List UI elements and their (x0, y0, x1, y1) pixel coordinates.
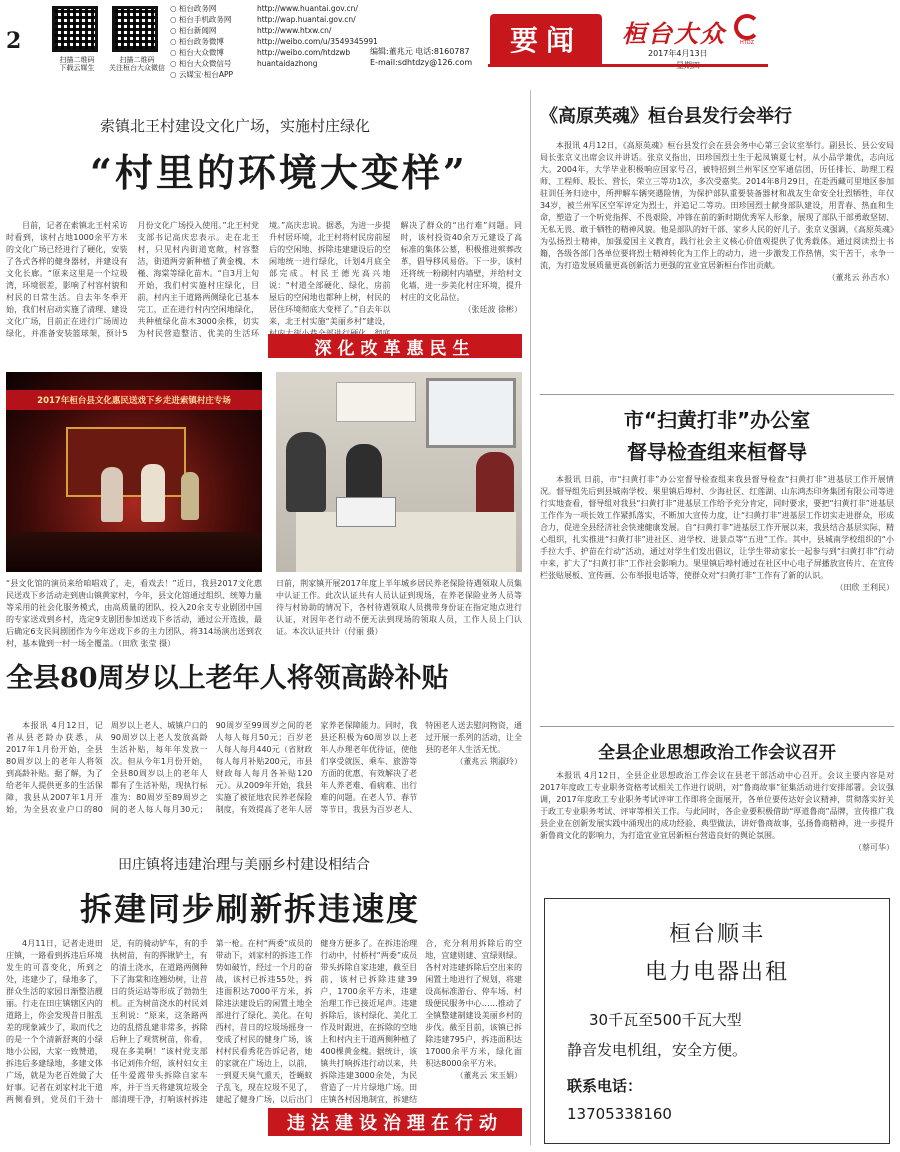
column-divider (530, 90, 531, 1145)
office-window (426, 378, 516, 448)
side3-text: 本报讯 4月12日，全县企业思想政治工作会议在县老干部活动中心召开。会议主要内容是对2017年度政工专业职务资格考试相关工作进行说明，对“鲁商故事”征集活动进行安排部署。会议强调，2017年度政工专业职务考试评审工作即将全面展开，各单位要传达好会议精神，贯彻落实好关于政工专业职务考试、评审等相关工作。与此同时，各企业要积极借助“厚道鲁商”品牌，宣传推广我县企业在创新发展实践中涌现出的成功经验、典型做法，讲好鲁商故事，弘扬鲁商精神，进一步提升新鲁商文化的影响力，为打造宜业宜居新桓台营造良好的舆论氛围。 (540, 771, 894, 840)
site-list-item[interactable] (170, 69, 370, 80)
ad-box (544, 898, 890, 1144)
side1-text: 本报讯 4月12日，《高原英魂》桓台县发行会在县会务中心第三会议室举行。副县长、县公安局局长张京义出席会议并讲话。张京义指出，田珍国烈士生于起凤镇夏七村，从小品学兼优，志向远大。2004年，大学毕业积极响应国家号召，被特招到兰州军区空军通信团，历任排长、助理工程师、工程师、股长、营长，荣立三等功1次，多次受嘉奖。2014年8月29日，在赴西藏可里地区参加驻训任务归途中，所押解车辆突遇险情，为保护部队重要装备器材和战友生命安全壮烈牺牲，年仅34岁，被兰州军区空军评定为烈士，并追记二等功。田珍国烈士献身部队建设，用青春、热血和生命，塑造了一个听党指挥、不畏艰险，冲锋在前的新时期优秀军人形象，展现了部队干部勇敢坚韧、无私无畏、敢于牺牲的精神风貌。他是部队的好干部、家乡人民的好儿子。张京义强调，《高原英魂》为弘扬烈士精神，加强爱国主义教育，践行社会主义核心价值观提供了优秀载体。通过阅读烈士书籍，各级各部门各单位要将烈士精神转化为工作上的动力，进一步激发工作热情，实干苦干，永争一流，为打造发展质量更高创新活力更强的宜业宜居新桓台作出贡献。 (540, 141, 894, 270)
office-wall-sign (336, 382, 416, 422)
ad-title-2: 电力电器出租 (644, 960, 789, 985)
photo-opera-stage (6, 372, 262, 572)
article2-text: 本报讯 4月12日，记者从县老龄办获悉，从2017年1月份开始，全县80周岁以上的老年人将领到高龄补贴。据了解，为了给老年人提供更多的生活保障，我县从2007年1月开始，为全县农业户口的80周岁以上老人、城镇户口的90周岁以上老人发放高龄生活补贴，每年年发放一次。但从今年1月份开始，全县80周岁以上的老年人都有了生活补贴，现执行标准为：80周岁至89周岁之间的老人每人每月30元；90周岁至99周岁之间的老人每人每月50元；百岁老人每人每月440元（省财政每人每月补贴200元，市县财政每人每月各补贴120元）。从2009年开始，我县实施了被征地农民养老保险制度，有效提高了老年人居家养老保障能力。同时，我县还积极为60周岁以上老年人办理老年优待证，使他们享受就医、乘车、旅游等方面的优惠，有效解决了老年人养老难、看病难、出行难的问题。在老人节、春节等节日，我县为百岁老人、特困老人送去慰问物资，通过开展一系列的活动，让全县的老年人生活无忧。 (6, 721, 522, 814)
side-rule-1 (540, 394, 894, 395)
side2-headline-2: 督导检查组来桓督导 (627, 440, 807, 464)
bullet-icon: ○ (170, 70, 179, 79)
side2-byline: （田欣 王利民） (835, 583, 894, 592)
side3-byline: （蔡可华） (854, 843, 894, 852)
side3-body (540, 770, 894, 886)
side1-headline: 《高原英魂》桓台县发行会举行 (540, 106, 792, 127)
side2-headline-1: 市“扫黄打非”办公室 (623, 408, 811, 432)
article2-body (6, 720, 522, 828)
article3-byline: （董兆云 宋玉娟） (455, 1071, 522, 1080)
audience (6, 532, 262, 572)
paper-logo-icon (734, 14, 760, 40)
side2-body (540, 474, 894, 720)
section-label: 要闻 (509, 24, 582, 57)
performer-2 (141, 464, 165, 522)
issue-date: 2017年4月13日 (648, 49, 708, 58)
masthead (0, 0, 900, 79)
side3-headline: 全县企业思想政治工作会议召开 (598, 743, 836, 763)
site-list (170, 3, 378, 80)
site-name: 桓台大众微信号 (178, 59, 232, 68)
site-url[interactable]: http://weibo.com/u/3549345991 (256, 37, 378, 46)
masthead-rule (488, 64, 768, 67)
office-desk (296, 512, 516, 572)
illegal-banner-text: 违法建设治理在行动 (287, 1113, 503, 1134)
performer-1 (101, 467, 123, 522)
site-list-item[interactable] (170, 25, 370, 36)
article1-headline: “村里的环境大变样” (90, 150, 468, 195)
side2-text: 本报讯 日前，市“扫黄打非”办公室督导检查组来我县督导检查“扫黄打非”进基层工作开展情况。督导组先后到县城南学校、果里镇后埠村、少海社区、红莲湖、山东鸿杰印务集团有限公司等进行实地查看，督导组对我县“扫黄打非”进基层工作给予充分肯定，同时要求，要把“扫黄打非”进基层工作作为一项长效工作紧抓落实，不断加大宣传力度，让“扫黄打非”进基层工作切实走进群众，形成合力，促进全县经济社会快速健康发展。自“扫黄打非”进基层工作开展以来，我县结合基层实际，精心组织，扎实推进“扫黄打非”进社区、进学校、进景点等“五进”工作。其中，县城南学校组织的“小手拉大手、护苗在行动”活动，通过对学生们发出倡议，让学生带动家长一起参与到“扫黄打非”行动中来，扩大了“扫黄打非”工作社会影响力。果里镇后埠村通过在社区中心电子屏播放宣传片、在宣传栏张贴展板、宣传画、公布举报电话等，使群众对“扫黄打非”工作有了新的认识。 (540, 475, 894, 580)
stage-banner-text: 2017年桓台县文化惠民送戏下乡走进索镇村庄专场 (37, 396, 231, 406)
qr-code-app[interactable] (52, 6, 98, 52)
ad-title-1: 桓台顺丰 (668, 922, 765, 947)
article2-byline: （董兆云 荆淑玲） (455, 757, 522, 766)
site-name: 云媒宝·桓台APP (178, 70, 233, 79)
photo1-caption: “县文化馆的演员来给咱唱戏了，走，看戏去！”近日，我县2017文化惠民送戏下乡活动走到唐山镇黄家村，今年，县文化馆通过组织、统筹力量等采用的社会化服务模式，由高质量的团队，投入20余支专业剧团中国的专家送戏到乡村，选定9支剧团参加送戏下乡活动，通过公开选拔，最后确定6支民间剧团作为今年送戏下乡的主力团队，将314场演出送到农村，基本做到一村一场全覆盖。（田欣 张莹 摄） (6, 579, 262, 648)
stage-banner (6, 390, 262, 410)
section-label-box (490, 14, 602, 64)
ad-desc-1: 30千瓦至500千瓦大型 (589, 1011, 742, 1029)
ad-phone[interactable]: 13705338160 (567, 1105, 672, 1123)
ad-phone-label: 联系电话： (567, 1077, 643, 1095)
site-list-item[interactable] (170, 3, 370, 14)
bullet-icon: ○ (170, 26, 179, 35)
article3-headline: 拆建同步刷新拆违速度 (80, 890, 421, 928)
article1-byline: （张廷波 徐彬） (463, 305, 522, 314)
site-list-item[interactable] (170, 47, 370, 58)
ad-desc-2: 静音发电机组，安全方便。 (567, 1041, 748, 1059)
editor-info: 编辑:董兆元 电话:8160787 (370, 47, 470, 56)
site-url[interactable]: http://weibo.com/htdzwb (256, 48, 351, 57)
photo-office-certification (276, 372, 522, 572)
side1-body (540, 140, 894, 388)
article3-text: 4月11日，记者走进田庄镇，一路看到拆违后环境发生的可喜变化，所到之处，违建少了，绿地多了，群众生活的家园日渐整洁靓丽。行走在田庄镇辖区内的道路上，你会发现昔日脏乱差的现象减少了，取而代之的是一个个清新舒爽的小绿地小公园，大家一致赞道，拆违后多建绿地，多建文体广场，就是为老百姓做了大好事。记者在刘家村北干道两侧看到，党员们干劲十足，有的骑动铲车，有的手执树苗，有的挥锹铲土，有的清土浇水，在道路两侧种下了海棠和连翘幼树，让昔日的货运站等形成了勃勃生机。正为树苗浇水的村民刘玉利说：“原来，这条路两边的乱搭乱建非常多，拆除后种上了观赏树苗，你看，现在多美啊！”该村党支部书记刘伟介绍，该村妇女主任牛爱霞带头拆除自家车库，并于当天将建筑垃圾全部清理干净，打响该村拆违第一枪。在村“两委”成员的带动下，刘家村的拆违工作势如破竹，经过一个月的奋战，该村已拆违55处，拆违面积达7000平方米，拆除违法建设后的闲置土地全部进行了绿化、美化。在旬西村，昔日的垃圾场摇身一变成了村民的健身广场，该村村民看秀花告诉记者，她的家就在广场边上，以前，一到夏天臭气熏天，苍蝇蚊子乱飞，现在垃圾不见了，建起了健身广场，以后出门健身方便多了。在拆违治理行动中，付桥村“两委”成员带头拆除自家违建，截至目前，该村已拆除违建39户，1700余平方米，违建治理工作已接近尾声。违建拆除后，该村绿化、美化工作及时跟进，在拆除的空地上和村内主干道两侧种植了400棵黄金槐。据统计，该镇共打响拆违行动以来，共拆除违建3000余处，为民营造了一片片绿地广场。田庄镇各村因地制宜，拆建结合，充分利用拆除后的空地，宜建则建、宜绿则绿。各村对违建拆除后空出来的闲置土地进行了规划，将建设高标准游台、停车场、村级便民服务中心……推动了全镇整建制建设美丽乡村的步伐。截至目前，该镇已拆除违建795户，拆违面积达17000余平方米，绿化面积达8000余平方米。 (6, 939, 522, 1104)
bullet-icon: ○ (170, 15, 179, 24)
side-rule-2 (540, 726, 894, 727)
paper-name: 桓台大众 (622, 19, 726, 48)
reform-banner (268, 334, 522, 358)
site-list-item[interactable] (170, 14, 370, 25)
performer-3 (181, 472, 199, 520)
qr-caption-wechat: 扫描二维码 关注桓台大众微信 (109, 56, 165, 72)
qr-caption-app: 扫描二维码 下载云媒生 (59, 56, 95, 72)
reform-banner-text: 深化改革惠民生 (314, 338, 476, 359)
side1-byline: （董兆云 孙吉水） (827, 273, 894, 282)
site-name: 桓台政务网 (178, 4, 217, 13)
bullet-icon: ○ (170, 4, 179, 13)
article3-kicker: 田庄镇将违建治理与美丽乡村建设相结合 (118, 857, 370, 873)
site-list-item[interactable] (170, 36, 378, 47)
article2-headline: 全县80周岁以上老年人将领高龄补贴 (6, 663, 449, 694)
site-url[interactable]: http://www.htxw.cn/ (256, 26, 332, 35)
illegal-banner (268, 1108, 522, 1136)
page-number: 2 (6, 28, 22, 54)
qr-code-wechat[interactable] (112, 6, 158, 52)
stage-backdrop (66, 427, 186, 497)
site-url[interactable]: huantaidazhong (256, 59, 318, 68)
bullet-icon: ○ (170, 37, 179, 46)
site-name: 桓台大众微博 (178, 48, 224, 57)
site-name: 桓台新闻网 (178, 26, 217, 35)
site-list-item[interactable] (170, 58, 370, 69)
article1-text: 目前，记者在索镇北王村采访时看到，该村占地1000余平方米的文化广场已经进行了硬化，安装了各式各样的健身器材，并建设有文化长廊。“原来这里是一个垃圾湾，环境很差，影响了村容村貌和村民的日常生活。自去年冬季开始，我们村启动实施了清理、建设文化广场，目前正在进行广场周边绿化，并准备安装篮球架，预计5月份文化广场投入使用。”北王村党支部书记高庆忠表示。走在北王村，只见村内街道宽敞，村容整洁，街道两旁新种植了黄金槐、木槿、海棠等绿化苗木。“自3月上旬开始，我们村实施村庄绿化，目前，村内主干道路两侧绿化已基本完工，正在进行村内空闲地绿化，共种植绿化苗木3000余株，切实为村民营造整洁、优美的生活环境。”高庆忠说。据悉，为进一步提升村居环境，北王村将村民房前屋后的空闲地、拆除违建建设后的空闲地统一进行绿化，计划4月底全部完成。村民王德光高兴地说：“村道全部硬化、绿化，房前屋后的空闲地也都种上树，村民的居住环境彻底大变样了。”自去年以来，北王村实施“美丽乡村”建设， 解决了群众的“出行难”问题。同时，该村投资40余万元建设了高标准的集体公墓，积极推进殡葬改革，倡导移风易俗。下一步，该村还将统一粉刷村内墙壁，并给村文化墙，进一步美化村庄环境，提升村庄的文化品位。 (6, 221, 522, 338)
site-url[interactable]: http://www.huantai.gov.cn/ (256, 4, 358, 13)
site-url[interactable]: http://wap.huantai.gov.cn/ (256, 15, 356, 24)
email-info[interactable]: E-mail:sdhtdzy@126.com (370, 58, 473, 67)
site-name: 桓台手机政务网 (178, 15, 232, 24)
site-name: 桓台政务微博 (178, 37, 224, 46)
bullet-icon: ○ (170, 59, 179, 68)
paper-logo-code: HTDZ (739, 40, 755, 46)
person-1 (286, 432, 326, 512)
office-printer (336, 497, 396, 527)
bullet-icon: ○ (170, 48, 179, 57)
article1-kicker: 索镇北王村建设文化广场，实施村庄绿化 (100, 117, 371, 135)
photo2-caption: 日前，荆家镇开展2017年度上半年城乡居民养老保险待遇领取人员集中认证工作。此次认证共有人员认证到现场，在养老保险业务人员等待与村协助的情况下，各村待遇领取人员携带身份证在指定地点进行认证，对因年老行动不便无法到现场的领取人员，工作人员上门认证。本次认证共计（付丽 摄） (276, 579, 522, 636)
